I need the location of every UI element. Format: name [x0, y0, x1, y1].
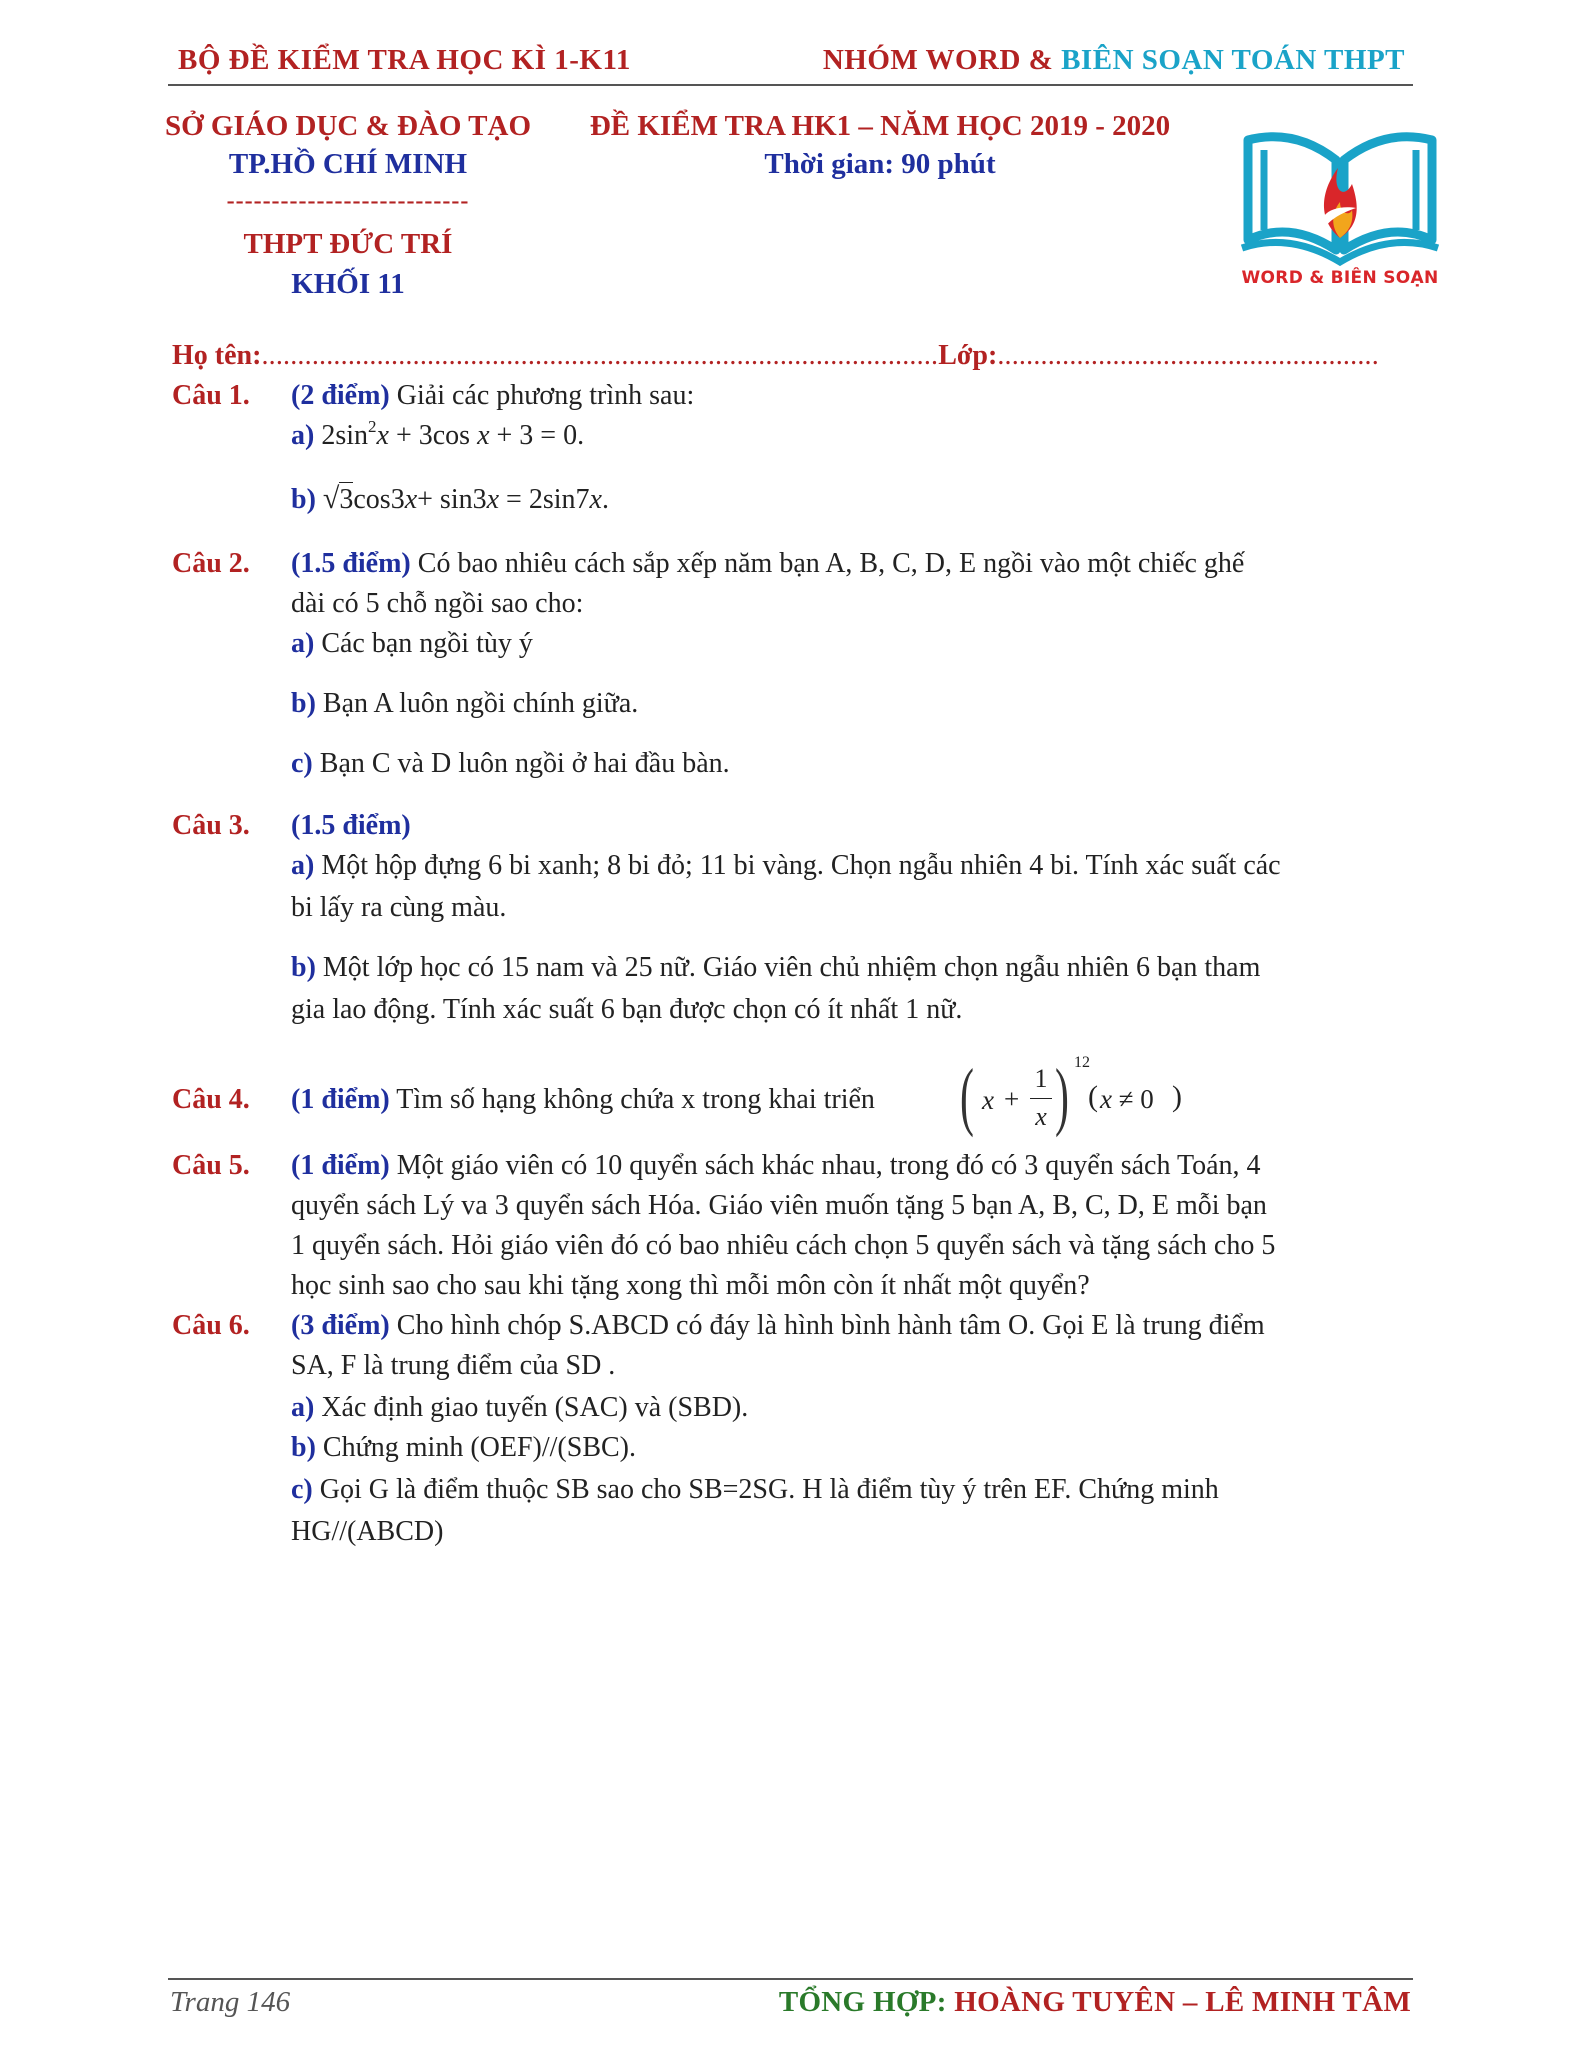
question-part-b [291, 482, 609, 516]
question-points: (1.5 điểm) [291, 810, 411, 841]
part-tag: b) [291, 952, 316, 983]
question-part-c [291, 1474, 1219, 1506]
header-right-title [823, 44, 1405, 77]
school-city: TP.HỒ CHÍ MINH [228, 148, 468, 180]
part-tag: c) [291, 1474, 313, 1505]
question-text: Tìm số hạng không chứa x trong khai triển [396, 1084, 875, 1115]
part-text: Một lớp học có 15 nam và 25 nữ. Giáo viên chủ nhiệm chọn ngẫu nhiên 6 bạn tham [322, 952, 1261, 983]
part-tag: a) [291, 1392, 315, 1423]
part-text: Chứng minh (OEF)//(SBC). [322, 1432, 636, 1463]
running-header [168, 44, 1413, 88]
school-grade: KHỐI 11 [291, 268, 405, 300]
class-dots: ..................................................... [997, 340, 1379, 371]
question-part-b [291, 1432, 636, 1464]
header-left-title: BỘ ĐỀ KIỂM TRA HỌC KÌ 1-K11 [178, 44, 631, 76]
question-part-a [291, 1392, 748, 1424]
question-label: Câu 6. [172, 1310, 250, 1341]
class-label: Lớp: [938, 340, 998, 371]
question-points: (1.5 điểm) [291, 548, 411, 579]
part-text-cont: bi lấy ra cùng màu. [291, 892, 507, 923]
part-tag: a) [291, 420, 315, 451]
math-expression: $2\sin^2x + 3\cos$ x + 3 = 0. [321, 417, 585, 451]
header-right-amp: & [1028, 44, 1054, 76]
left-paren-icon: ( [960, 1054, 974, 1138]
fraction-bar [1030, 1098, 1052, 1099]
footer-divider [168, 1978, 1413, 1980]
question-stem [291, 380, 694, 412]
question-part-a [291, 628, 533, 660]
page-number: Trang 146 [170, 1986, 291, 2018]
question-stem [291, 548, 1244, 580]
question-stem [291, 810, 411, 842]
question-text: Cho hình chóp S.ABCD có đáy là hình bình hành tâm O. Gọi E là trung điểm [396, 1310, 1265, 1341]
part-text: Bạn A luôn ngồi chính giữa. [322, 688, 639, 719]
question-text: Một giáo viên có 10 quyển sách khác nhau, trong đó có 3 quyển sách Toán, 4 [396, 1150, 1261, 1181]
question-label: Câu 3. [172, 810, 250, 841]
part-text: Một hộp đựng 6 bi xanh; 8 bi đỏ; 11 bi vàng. Chọn ngẫu nhiên 4 bi. Tính xác suất các [321, 850, 1281, 881]
question-part-b [291, 688, 638, 720]
question-label: Câu 5. [172, 1150, 250, 1181]
exam-time: Thời gian: 90 phút [764, 148, 996, 180]
part-text-cont: HG//(ABCD) [291, 1516, 444, 1547]
exam-title: ĐỀ KIỂM TRA HK1 – NĂM HỌC 2019 - 2020 [589, 110, 1171, 142]
part-tag: a) [291, 628, 315, 659]
credit-prefix: TỔNG HỢP: [778, 1986, 947, 2018]
question-text-cont: 1 quyển sách. Hỏi giáo viên đó có bao nhiêu cách chọn 5 quyển sách và tặng sách cho 5 [291, 1230, 1276, 1261]
right-paren-icon: ) [1055, 1054, 1069, 1138]
question-points: (2 điểm) [291, 380, 390, 411]
part-tag: a) [291, 850, 315, 881]
part-tag: b) [291, 484, 316, 515]
name-dots: .............................................................................................. [261, 340, 939, 371]
question-points: (1 điểm) [291, 1084, 390, 1115]
student-info-line [172, 340, 1379, 372]
part-tag: c) [291, 748, 313, 779]
part-tag: b) [291, 1432, 316, 1463]
condition: x ≠ 0 [1100, 1084, 1154, 1114]
cond-open-paren: ( [1088, 1080, 1098, 1113]
book-flame-icon [1240, 120, 1440, 270]
footer-credit [779, 1986, 1411, 2019]
school-department: SỞ GIÁO DỤC & ĐÀO TẠO [164, 110, 532, 142]
header-right-part1: NHÓM WORD [822, 44, 1021, 76]
sqrt-icon: √ [322, 482, 340, 515]
question-points: (3 điểm) [291, 1310, 390, 1341]
part-text: Các bạn ngồi tùy ý [321, 628, 533, 659]
part-text-cont: gia lao động. Tính xác suất 6 bạn được chọn có ít nhất 1 nữ. [291, 994, 963, 1025]
part-text: Bạn C và D luôn ngồi ở hai đầu bàn. [319, 748, 730, 779]
question-part-a [291, 417, 585, 452]
question-stem [291, 1310, 1265, 1342]
question-text: Giải các phương trình sau: [396, 380, 695, 411]
question-label: Câu 4. [172, 1084, 250, 1115]
name-label: Họ tên: [172, 340, 262, 371]
header-divider [168, 84, 1413, 86]
part-text: Xác định giao tuyến (SAC) và (SBD). [321, 1392, 749, 1423]
question-part-b [291, 952, 1260, 984]
question-label: Câu 1. [172, 380, 250, 411]
question-text-cont: học sinh sao cho sau khi tặng xong thì mỗi môn còn ít nhất một quyển? [291, 1270, 1090, 1301]
question-text-cont: quyển sách Lý va 3 quyển sách Hóa. Giáo viên muốn tặng 5 bạn A, B, C, D, E mỗi bạn [291, 1190, 1267, 1221]
credit-names: HOÀNG TUYÊN – LÊ MINH TÂM [954, 1986, 1411, 2018]
part-tag: b) [291, 688, 316, 719]
fraction-numerator: 1 [1034, 1064, 1048, 1093]
header-right-part2: BIÊN SOẠN TOÁN THPT [1061, 44, 1405, 76]
question-text-cont: SA, F là trung điểm của SD . [291, 1350, 616, 1381]
publisher-logo [1240, 120, 1440, 295]
school-separator: --------------------------- [226, 188, 470, 214]
question-points: (1 điểm) [291, 1150, 390, 1181]
question-text: Có bao nhiêu cách sắp xếp năm bạn A, B, C, D, E ngồi vào một chiếc ghế [417, 548, 1245, 579]
question-stem [291, 1084, 875, 1116]
question-label: Câu 2. [172, 548, 250, 579]
question-part-a [291, 850, 1281, 882]
fraction-denominator: x [1035, 1102, 1047, 1131]
part-text: Gọi G là điểm thuộc SB sao cho SB=2SG. H là điểm tùy ý trên EF. Chứng minh [319, 1474, 1219, 1505]
question-text-cont: dài có 5 chỗ ngồi sao cho: [291, 588, 584, 619]
question-part-c [291, 748, 730, 780]
exponent: 12 [1074, 1054, 1090, 1071]
binomial-expression: ( x + 1 x ) 12 ( x ≠ 0 ) [960, 1054, 1182, 1138]
question-stem [291, 1150, 1261, 1182]
math-expression: √3cos3x+ sin3x = 2sin7x. [322, 482, 609, 515]
school-name: THPT ĐỨC TRÍ [243, 228, 453, 260]
logo-caption: WORD & BIÊN SOẠN [1241, 268, 1439, 288]
cond-close-paren: ) [1172, 1080, 1182, 1113]
